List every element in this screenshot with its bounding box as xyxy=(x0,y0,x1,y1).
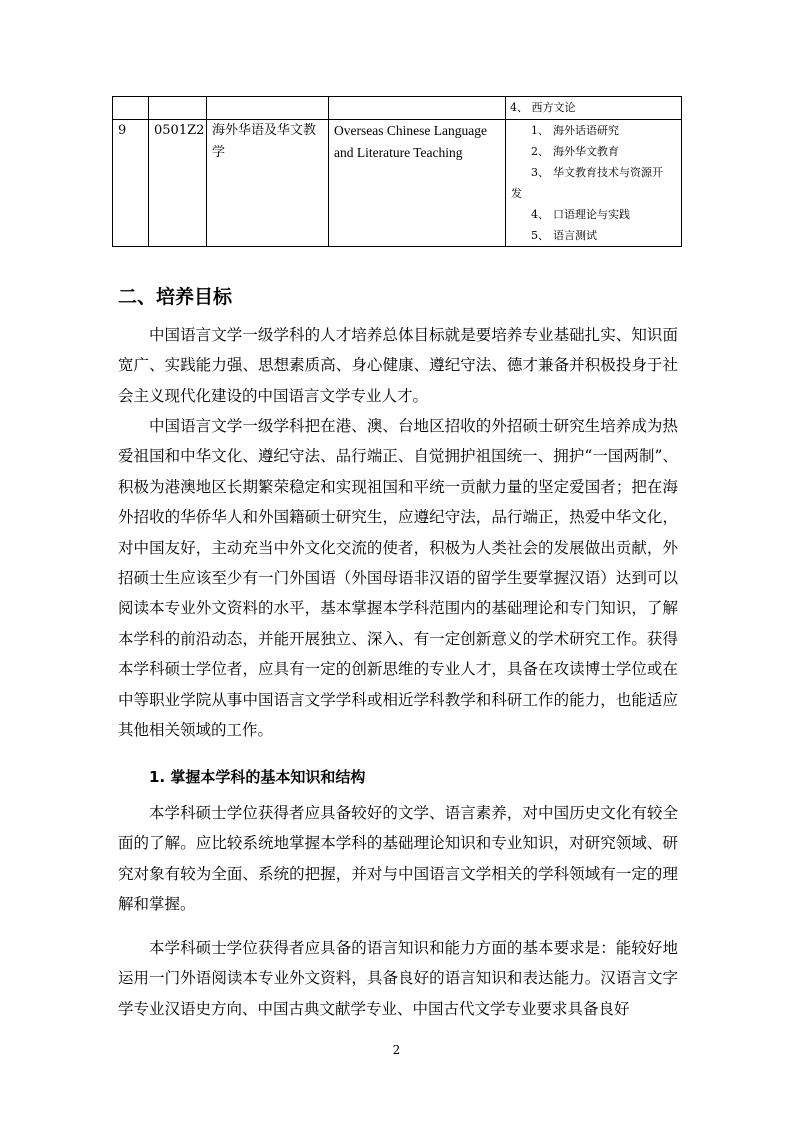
page-number: 2 xyxy=(392,1043,401,1057)
direction-item: 3、 华文教育技术与资源开 xyxy=(531,166,663,179)
discipline-name: 海外华语及华文教学 xyxy=(207,120,329,247)
table-row xyxy=(113,120,682,247)
direction-item-continuation: 发 xyxy=(511,187,522,200)
paragraph: 本学科硕士学位获得者应具备的语言知识和能力方面的基本要求是：能较好地运用一门外语阅读本专业外文资料，具备良好的语言知识和表达能力。汉语言文字学专业汉语史方向、中国古典文献学专业、中国古代文学专业要求具备良好 xyxy=(118,939,678,1018)
section-title: 二、培养目标 xyxy=(118,286,233,308)
table-cell xyxy=(329,97,506,120)
research-directions xyxy=(506,120,682,247)
paragraph: 中国语言文学一级学科把在港、澳、台地区招收的外招硕士研究生培养成为热爱祖国和中华文化、遵纪守法、品行端正、自觉拥护祖国统一、拥护“一国两制”、积极为港澳地区长期繁荣稳定和实现祖国和平统一贡献力量的坚定爱国者；把在海外招收的华侨华人和外国籍硕士研究生，应遵纪守法，品行端正，热爱中华文化，对中国友好，主动充当中外文化交流的使者，积极为人类社会的发展做出贡献，外招硕士生应该至少有一门外国语（外国母语非汉语的留学生要掌握汉语）达到可以阅读本专业外文资料的水平，基本掌握本学科范围内的基础理论和专门知识，了解本学科的前沿动态，并能开展独立、深入、有一定创新意义的学术研究工作。获得本学科硕士学位者，应具有一定的创新思维的专业人才，具备在攻读博士学位或在中等职业学院从事中国语言文学学科或相近学科教学和科研工作的能力，也能适应其他相关领域的工作。 xyxy=(118,417,678,740)
program-table xyxy=(112,96,682,247)
table-row xyxy=(113,97,682,120)
discipline-code: 0501Z2 xyxy=(149,120,207,247)
direction-item: 5、 语言测试 xyxy=(531,229,597,242)
table-cell xyxy=(149,97,207,120)
table-cell xyxy=(113,97,149,120)
subsection-title: 1. 掌握本学科的基本知识和结构 xyxy=(149,768,366,786)
discipline-english-name: Overseas Chinese Language and Literature Teaching xyxy=(329,120,506,247)
direction-item: 2、 海外华文教育 xyxy=(531,145,619,158)
direction-item: 4、 口语理论与实践 xyxy=(531,208,630,221)
row-index: 9 xyxy=(113,120,149,247)
table-cell xyxy=(207,97,329,120)
paragraph: 本学科硕士学位获得者应具备较好的文学、语言素养，对中国历史文化有较全面的了解。应比较系统地掌握本学科的基础理论知识和专业知识，对研究领域、研究对象有较为全面、系统的把握，并对与中国语言文学相关的学科领域有一定的理解和掌握。 xyxy=(118,804,678,914)
direction-item: 1、 海外话语研究 xyxy=(531,124,619,137)
paragraph: 中国语言文学一级学科的人才培养总体目标就是要培养专业基础扎实、知识面宽广、实践能力强、思想素质高、身心健康、遵纪守法、德才兼备并积极投身于社会主义现代化建设的中国语言文学专业人才。 xyxy=(118,326,678,405)
table-cell xyxy=(506,97,682,120)
direction-item: 4、 西方文论 xyxy=(510,101,576,114)
